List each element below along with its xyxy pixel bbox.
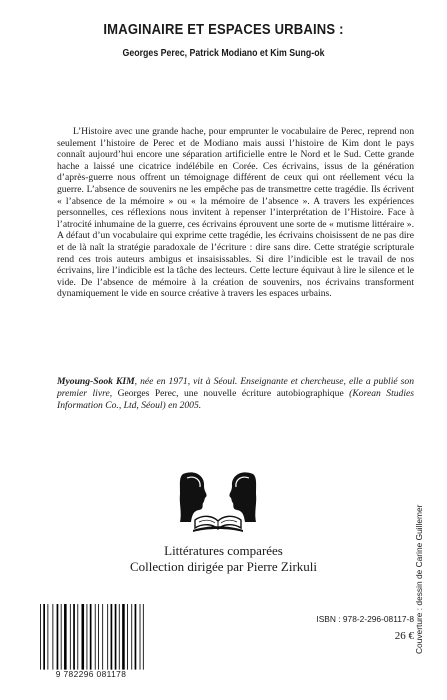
- collection-director: Collection dirigée par Pierre Zirkuli: [130, 559, 317, 574]
- bio-text-1: , née en 1971, vit à Séoul. Enseignante et chercheuse, elle a publié son premier livre,: [57, 376, 414, 399]
- isbn: ISBN : 978-2-296-08117-8: [316, 614, 414, 624]
- bio-book-title: Georges Perec, une nouvelle écriture autobiographique: [117, 387, 344, 399]
- blurb-paragraph: L’Histoire avec une grande hache, pour emprunter le vocabulaire de Perec, reprend non seulement l’histoire de Perec et de Modiano mais aussi l’histoire de Kim dont le pays connaît aujourd’hui encore une séparation artificielle entre le Nord et le Sud. Cette grande hache a laissé une cicatrice indélébile en Corée. Ces écrivains, issus de la génération d’après-guerre nous offrent un témoignage différent de ceux qui ont réellement vécu la guerre. L’absence de souvenirs ne les empêche pas de transmettre cette tragédie. Ils écrivent « l’absence de la mémoire » ou « la mémoire de l’absence ». A travers les expériences personnelles, ces réflexions nous invitent à repenser l’interprétation de l’Histoire. Face à l’atrocité inhumaine de la guerre, ces écrivains éprouvent une sorte de « mutisme littéraire ». A défaut d’un vocabulaire qui exprime cette tragédie, les écrivains choisissent de ne pas dire et de là naît la stratégie paradoxale de l’écriture : dire sans dire. Cette stratégie scripturale rend ces trois auteurs ambigus et insaisissables. Si dire l’indicible est le travail de nos écrivains, lire l’indicible est la tâche des lecteurs. Cette lecture équivaut à lire le silence et le vide. De l’absence de mémoire à la création de souvenirs, nos écrivains transforment dynamiquement le vide en source créative à travers les espaces urbains.: [57, 126, 414, 300]
- book-subtitle: Georges Perec, Patrick Modiano et Kim Sung-ok: [122, 48, 325, 59]
- bio-text-2: (Korean Studies Information Co., Ltd, Séoul) en 2005.: [57, 387, 414, 411]
- collection-series: Littératures comparées: [164, 543, 283, 558]
- author-name: Myoung-Sook KIM: [57, 376, 135, 387]
- barcode: [36, 604, 146, 674]
- barcode-number: 9 782296 081178: [55, 669, 127, 679]
- price: 26 €: [394, 630, 414, 642]
- collection-emblem: [177, 470, 259, 536]
- collection-info: [0, 543, 447, 575]
- author-bio: [57, 376, 414, 411]
- book-title: IMAGINAIRE ET ESPACES URBAINS :: [103, 22, 344, 38]
- blurb: [57, 126, 414, 300]
- cover-credit: Couverture : dessin de Carine Guillemer: [414, 504, 424, 654]
